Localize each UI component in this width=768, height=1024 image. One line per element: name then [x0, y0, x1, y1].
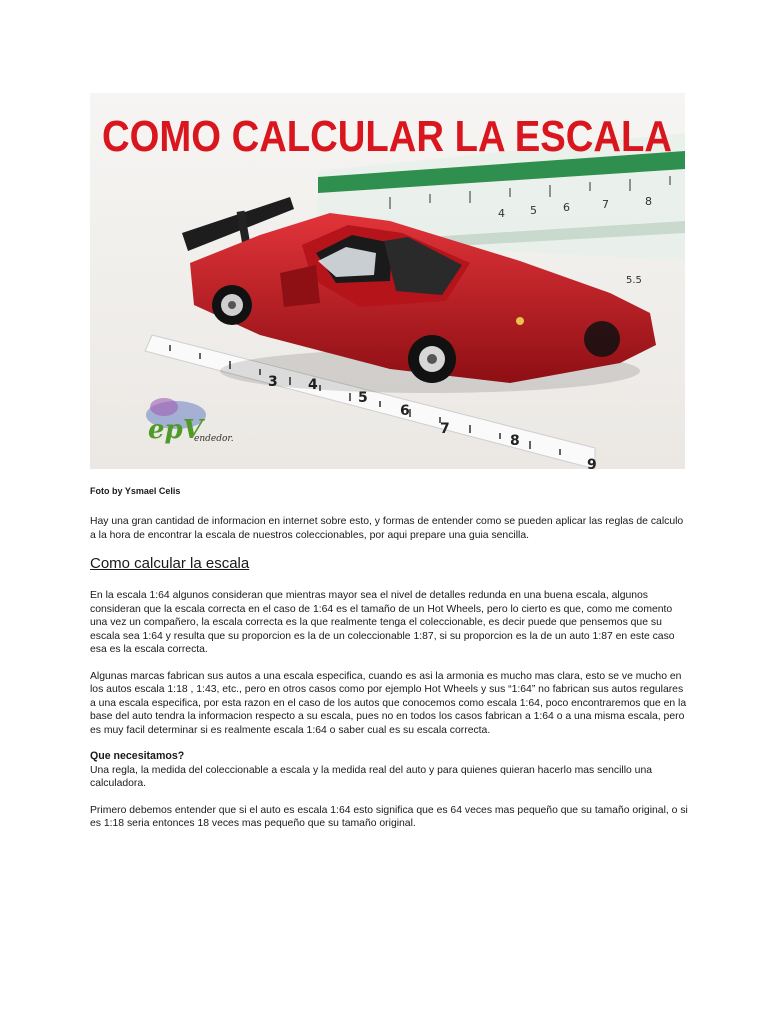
- paragraph-1: En la escala 1:64 algunos consideran que mientras mayor sea el nivel de detalles redunda en una buena escala, algunos consideran que la escala correcta en el caso de 1:64 es el tamaño de un Hot Wheels, pero lo cierto es que, como me comento una vez un compañero, la escala correcta es la que realmente tenga el coleccionable, es decir puede que pensemos que su escala sea 1:64 y resulta que su proporcion es la de un coleccionable 1:87, si su proporcion es la de un auto 1:87 en este caso esa es la escala correcta.: [90, 590, 675, 655]
- logo-subtext: endedor.: [194, 434, 234, 444]
- paragraph-2: Algunas marcas fabrican sus autos a una escala especifica, cuando es asi la armonia es mucho mas clara, esto se ve mucho en los autos escala 1:18 , 1:43, etc., pero en otros casos como por ejemplo Hot Wheels y sus “1:64” no fabrican sus autos regulares a una escala especifica, por esta razon en el caso de los autos que conocemos como escala 1:64, poco encontraremos que en la base del auto tendra la informacion respecto a su escala, pues no en todos los casos fabrican a 1:64 o a una misma escala, pero es muy facil determinar si es realmente escala 1:64 o saber cual es su escala correcta.: [90, 670, 687, 736]
- intro-paragraph: Hay una gran cantidad de informacion en internet sobre esto, y formas de entender como se pueden aplicar las reglas de calculo a la hora de encontrar la escala de nuestros coleccionables, por aqui prepare una guia sencilla.: [90, 516, 684, 541]
- hero-headline: COMO CALCULAR LA ESCALA: [102, 112, 672, 161]
- tape-num-6: 9: [587, 457, 597, 473]
- ruler-num-0: 4: [498, 207, 505, 220]
- tape-num-3: 6: [400, 403, 410, 419]
- paragraph-3: Una regla, la medida del coleccionable a escala y la medida real del auto y para quienes quieran hacerlo mas sencillo una calculadora.: [90, 764, 653, 789]
- ruler-num-1: 5: [530, 204, 537, 217]
- ruler-label: 5.5: [626, 275, 642, 286]
- hero-illustration: [90, 93, 685, 473]
- tape-num-2: 5: [358, 390, 368, 406]
- subheading: Que necesitamos?: [90, 750, 185, 762]
- tape-num-1: 4: [308, 377, 318, 393]
- tape-num-5: 8: [510, 433, 520, 449]
- tape-num-4: 7: [440, 421, 450, 437]
- ruler-num-3: 7: [602, 198, 609, 211]
- ruler-num-4: 8: [645, 195, 652, 208]
- photo-caption: Foto by Ysmael Celis: [90, 486, 181, 496]
- paragraph-4: Primero debemos entender que si el auto es escala 1:64 esto significa que es 64 veces mas pequeño que su tamaño original, o si es 1:18 seria entonces 18 veces mas pequeño que su tamaño original.: [90, 804, 688, 829]
- article: [90, 485, 690, 844]
- logo-text: epV: [148, 415, 203, 445]
- ruler-num-2: 6: [563, 201, 570, 214]
- section-title: Como calcular la escala: [90, 555, 250, 572]
- hero-image: [90, 93, 685, 473]
- tape-num-0: 3: [268, 374, 278, 390]
